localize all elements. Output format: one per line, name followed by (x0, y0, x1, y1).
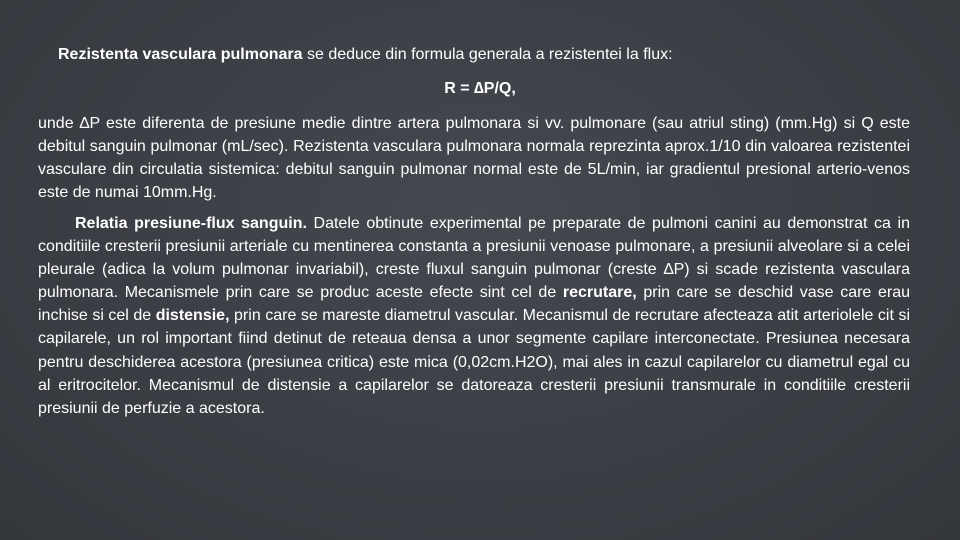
intro-term: Rezistenta vasculara pulmonara (58, 46, 303, 63)
relation-text-b: prin care se deschid vase care erau inchise si cel de (38, 284, 910, 325)
paragraph-indent (38, 215, 75, 232)
relation-heading: Relatia presiune-flux sanguin. (75, 215, 307, 232)
pressure-flow-paragraph (38, 212, 910, 420)
term-recrutare: recrutare, (562, 284, 637, 302)
term-distensie: distensie, (155, 307, 230, 325)
definition-paragraph: unde ∆P este diferenta de presiune medie dintre artera pulmonara si vv. pulmonare (sau atriul sting) (mm.Hg) si Q este debitul sanguin pulmonar (mL/sec). Rezistenta vasculara pulmonara normala reprezinta aprox.1/10 din valoarea rezistentei vasculare din circulatia sistemica: debitul sanguin pulmonar normal este de 5L/min, iar gradientul presional arterio-venos este de numai 10mm.Hg. (38, 115, 910, 202)
intro-text: se deduce din formula generala a rezistentei la flux: (302, 46, 673, 63)
relation-text-c: prin care se mareste diametrul vascular. Mecanismul de recrutare afecteaza atit arteriolele cit si capilarele, un rol important fiind detinut de reteaua densa a unor segmente capilare interconectate. Presiunea necesara pentru deschiderea acestora (presiunea critica) este mica (0,02cm.H2O), mai ales in cazul capilarelor cu diametrul egal cu al eritrocitelor. Mecanismul de distensie a capilarelor se datoreaza cresterii presiunii transmurale in conditiile cresterii presiunii de perfuzie a acestora. (38, 307, 910, 417)
resistance-formula: R = ∆P/Q, (444, 80, 516, 97)
relation-text-a: Datele obtinute experimental pe preparate de pulmoni canini au demonstrat ca in conditiile cresterii presiunii arteriale cu mentinerea constanta a presiunii venoase pulmonare, a presiunii alveolare si a celei pleurale (adica la volum pulmonar invariabil), creste fluxul sanguin pulmonar (creste ∆P) si scade rezistenta vasculara pulmonara. Mecanismele prin care se produc aceste efecte sint cel de (38, 215, 910, 302)
intro-line (58, 44, 918, 66)
